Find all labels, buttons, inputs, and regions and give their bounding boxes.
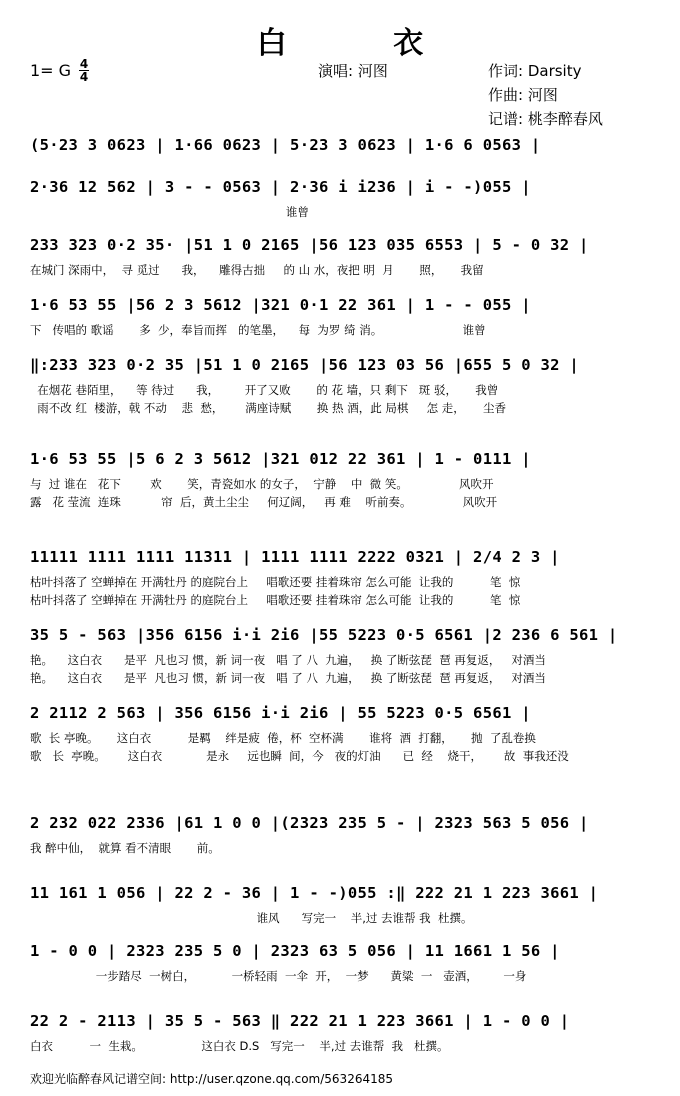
lyric-line: 我 醉中仙， 就算 看不清眼 前。: [30, 841, 220, 855]
key-signature: [30, 58, 89, 83]
time-signature-bottom: 4: [79, 70, 89, 84]
lyric-line: 枯叶抖落了 空蝉掉在 开满牡丹 的庭院台上 唱歌还要 挂着珠帘 怎么可能 让我的 笔 惊: [30, 593, 521, 607]
lyric-line: 歌 长 亭晚。 这白衣 是羁 绊是疲 倦，杯 空杯满 谁将 酒 打翻， 抛 了乱卷换: [30, 731, 536, 745]
lyric-line: 在烟花 巷陌里， 等 待过 我， 开了又败 的 花 墙，只 剩下 斑 驳， 我曾: [30, 383, 499, 397]
notation-line: (5·23 3 0623 | 1·66 0623 | 5·23 3 0623 | 1·6 6 0563 |: [30, 136, 541, 154]
lyricist-credit: 作词: Darsity: [488, 62, 582, 80]
time-signature-top: 4: [79, 57, 89, 71]
lyric-line: 歌 长 亭晚。 这白衣 是永 远也瞬 间，今 夜的灯油 已 经 烧干， 故 事我还没: [30, 749, 569, 763]
lyric-line: 枯叶抖落了 空蝉掉在 开满牡丹 的庭院台上 唱歌还要 挂着珠帘 怎么可能 让我的 笔 惊: [30, 575, 521, 589]
lyric-line: 在城门 深雨中， 寻 觅过 我， 雕得古拙 的 山 水，夜把 明 月 照， 我留: [30, 263, 484, 277]
notation-line: 1 - 0 0 | 2323 235 5 0 | 2323 63 5 056 | 11 1661 1 56 |: [30, 942, 560, 960]
lyric-line: 一步踏尽 一树白， 一桥轻雨 一伞 开， 一梦 黄粱 一 壶酒， 一身: [30, 969, 527, 983]
lyric-line: 谁风 写完一 半,过 去谁帮 我 杜撰。: [30, 911, 473, 925]
lyric-line: 艳。 这白衣 是平 凡也习 惯，新 词一夜 唱 了 八 九遍， 换 了断弦琵 琶 再复返， 对酒当: [30, 671, 546, 685]
lyric-line: 下 传唱的 歌谣 多 少，奉旨而挥 的笔墨， 每 为罗 绮 消。 谁曾: [30, 323, 486, 337]
lyric-line: 艳。 这白衣 是平 凡也习 惯，新 词一夜 唱 了 八 九遍， 换 了断弦琵 琶 再复返， 对酒当: [30, 653, 546, 667]
transcriber-credit: 记谱: 桃李醉春风: [488, 110, 603, 128]
notation-line: 1·6 53 55 |5 6 2 3 5612 |321 012 22 361 | 1 - 0111 |: [30, 450, 531, 468]
lyric-line: 谁曾: [30, 205, 309, 219]
notation-line: 233 323 0·2 35· |51 1 0 2165 |56 123 035 6553 | 5 - 0 32 |: [30, 236, 589, 254]
lyric-line: 露 花 莹流 连珠 帘 后，黄土尘尘 何辽阔， 再 难 听前奏。 风吹开: [30, 495, 498, 509]
notation-line: 1·6 53 55 |56 2 3 5612 |321 0·1 22 361 | 1 - - 055 |: [30, 296, 531, 314]
notation-line: 2 232 022 2336 |61 1 0 0 |(2323 235 5 - | 2323 563 5 056 |: [30, 814, 589, 832]
notation-line: 22 2 - 2113 | 35 5 - 563 ‖ 222 21 1 223 3661 | 1 - 0 0 |: [30, 1012, 570, 1030]
singer-credit: 演唱: 河图: [318, 62, 388, 80]
lyric-line: 与 过 谁在 花下 欢 笑，青瓷如水 的女子， 宁静 中 微 笑。 风吹开: [30, 477, 494, 491]
notation-line: 2·36 12 562 | 3 - - 0563 | 2·36 i i236 | i - -)055 |: [30, 178, 531, 196]
key-label: 1= G: [30, 61, 72, 80]
lyric-line: 雨不改 红 楼游，戟 不动 悲 愁， 满座诗赋 换 热 酒，此 局棋 怎 走， 尘香: [30, 401, 507, 415]
footer-note: 欢迎光临醉春风记谱空间: http://user.qzone.qq.com/563264185: [30, 1072, 394, 1086]
song-title: 白 衣: [256, 26, 472, 61]
composer-credit: 作曲: 河图: [488, 86, 558, 104]
lyric-line: 白衣 一 生栽。 这白衣 D.S 写完一 半,过 去谁帮 我 杜撰。: [30, 1039, 449, 1053]
notation-line: 35 5 - 563 |356 6156 i·i 2i6 |55 5223 0·5 6561 |2 236 6 561 |: [30, 626, 618, 644]
notation-line: 11111 1111 1111 11311 | 1111 1111 2222 0321 | 2/4 2 3 |: [30, 548, 560, 566]
time-signature: [79, 58, 89, 83]
notation-line: 11 161 1 056 | 22 2 - 36 | 1 - -)055 :‖ 222 21 1 223 3661 |: [30, 884, 599, 902]
notation-line: 2 2112 2 563 | 356 6156 i·i 2i6 | 55 5223 0·5 6561 |: [30, 704, 531, 722]
notation-line: ‖:233 323 0·2 35 |51 1 0 2165 |56 123 03 56 |655 5 0 32 |: [30, 356, 580, 374]
